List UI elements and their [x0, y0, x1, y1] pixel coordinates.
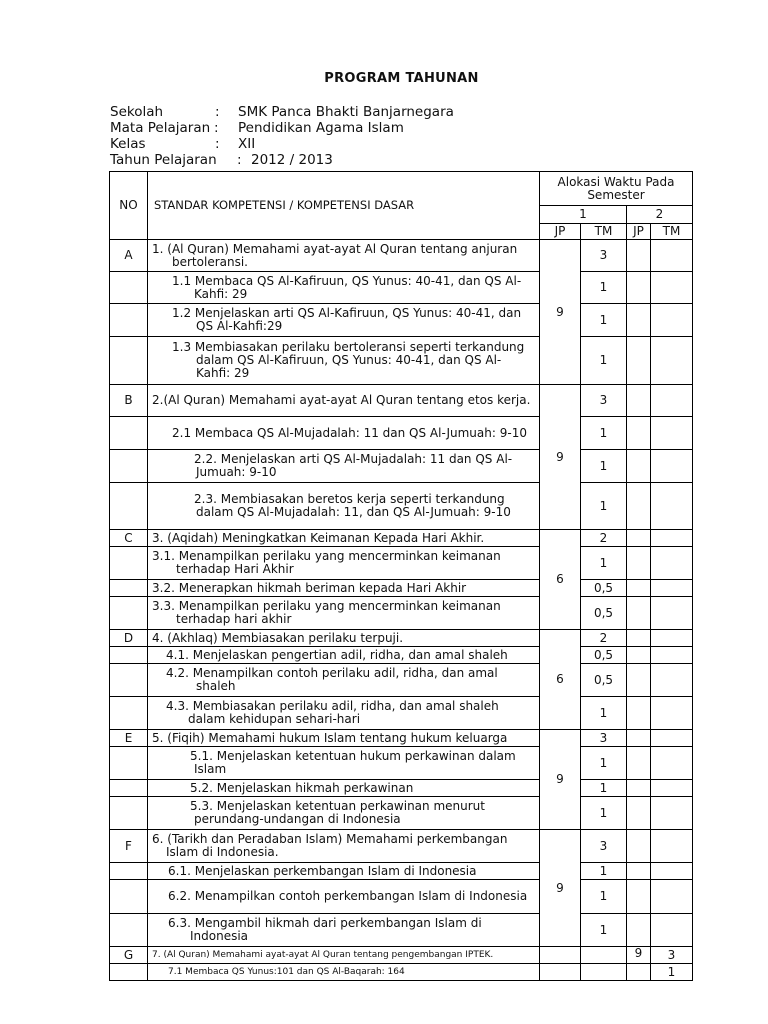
row-competency: 4.3. Membiasakan perilaku adil, ridha, dan amal shaleh dalam kehidupan sehari-hari — [148, 697, 540, 730]
row-competency: 5. (Fiqih) Memahami hukum Islam tentang hukum keluarga — [148, 730, 540, 747]
row-jp-semester-2 — [627, 747, 651, 780]
row-tm-semester-2 — [651, 597, 693, 630]
info-sep: : — [214, 120, 219, 136]
info-value-mapel: Pendidikan Agama Islam — [238, 120, 404, 136]
row-competency: 5.3. Menjelaskan ketentuan perkawinan menurut perundang-undangan di Indonesia — [148, 797, 540, 830]
row-no: F — [110, 830, 148, 863]
table-row — [110, 547, 693, 580]
row-no — [110, 304, 148, 337]
info-label-tahun: Tahun Pelajaran — [110, 152, 217, 168]
row-no — [110, 547, 148, 580]
header-semester-2: 2 — [627, 206, 693, 224]
row-tm-semester-2: 3 — [651, 947, 693, 964]
row-jp-semester-1: 9 — [540, 730, 581, 830]
row-tm-semester-1: 1 — [581, 914, 627, 947]
table-row — [110, 830, 693, 863]
row-competency: 1. (Al Quran) Memahami ayat-ayat Al Quran tentang anjuran bertoleransi. — [148, 240, 540, 272]
row-jp-semester-1: 9 — [540, 240, 581, 385]
row-competency: 7.1 Membaca QS Yunus:101 dan QS Al-Baqarah: 164 — [148, 964, 540, 981]
table-row — [110, 417, 693, 450]
table-row — [110, 947, 693, 964]
row-tm-semester-1: 1 — [581, 337, 627, 385]
row-no: G — [110, 947, 148, 964]
row-tm-semester-2: 1 — [651, 964, 693, 981]
row-competency: 2.3. Membiasakan beretos kerja seperti terkandung dalam QS Al-Mujadalah: 11, dan QS Al-Jumuah: 9-10 — [148, 483, 540, 530]
row-tm-semester-1 — [581, 964, 627, 981]
row-tm-semester-1: 3 — [581, 240, 627, 272]
row-tm-semester-2 — [651, 337, 693, 385]
row-no — [110, 483, 148, 530]
row-tm-semester-1: 1 — [581, 697, 627, 730]
row-tm-semester-1: 0,5 — [581, 597, 627, 630]
table-row — [110, 914, 693, 947]
table-row — [110, 385, 693, 417]
row-no — [110, 337, 148, 385]
row-tm-semester-1: 3 — [581, 730, 627, 747]
row-tm-semester-2 — [651, 483, 693, 530]
row-jp-semester-2 — [627, 337, 651, 385]
header-tm-1: TM — [581, 224, 627, 240]
header-jp-2: JP — [627, 224, 651, 240]
row-tm-semester-1: 2 — [581, 630, 627, 647]
table-row — [110, 880, 693, 914]
row-no: A — [110, 240, 148, 272]
row-jp-semester-1 — [540, 947, 581, 964]
row-jp-semester-2 — [627, 547, 651, 580]
page-title: PROGRAM TAHUNAN — [324, 71, 479, 86]
row-jp-semester-2 — [627, 597, 651, 630]
table-row — [110, 240, 693, 272]
row-tm-semester-1: 1 — [581, 863, 627, 880]
table-row — [110, 304, 693, 337]
row-tm-semester-2 — [651, 780, 693, 797]
row-competency: 3.1. Menampilkan perilaku yang mencerminkan keimanan terhadap Hari Akhir — [148, 547, 540, 580]
row-tm-semester-1: 1 — [581, 483, 627, 530]
info-value-sekolah: SMK Panca Bhakti Banjarnegara — [238, 104, 454, 120]
row-tm-semester-2 — [651, 630, 693, 647]
row-no — [110, 417, 148, 450]
row-no: E — [110, 730, 148, 747]
program-table — [109, 171, 693, 981]
row-jp-semester-2 — [627, 797, 651, 830]
info-sep: : — [237, 152, 242, 168]
row-jp-semester-1: 9 — [540, 385, 581, 530]
row-jp-semester-2 — [627, 647, 651, 664]
row-tm-semester-2 — [651, 272, 693, 304]
row-no — [110, 780, 148, 797]
row-tm-semester-1: 1 — [581, 747, 627, 780]
table-row — [110, 272, 693, 304]
info-label-mapel: Mata Pelajaran — [110, 120, 211, 136]
row-no — [110, 597, 148, 630]
row-no — [110, 272, 148, 304]
row-no: D — [110, 630, 148, 647]
row-no — [110, 863, 148, 880]
row-no — [110, 880, 148, 914]
row-tm-semester-1: 1 — [581, 780, 627, 797]
info-value-kelas: XII — [238, 136, 256, 152]
row-no: C — [110, 530, 148, 547]
info-sep: : — [215, 104, 220, 120]
row-competency: 7. (Al Quran) Memahami ayat-ayat Al Quran tentang pengembangan IPTEK. — [148, 947, 540, 964]
row-jp-semester-2 — [627, 450, 651, 483]
row-no — [110, 797, 148, 830]
table-row — [110, 597, 693, 630]
row-tm-semester-2 — [651, 730, 693, 747]
row-tm-semester-1: 1 — [581, 880, 627, 914]
table-row — [110, 580, 693, 597]
row-jp-semester-2 — [627, 385, 651, 417]
row-tm-semester-2 — [651, 664, 693, 697]
header-tm-2: TM — [651, 224, 693, 240]
row-jp-semester-2 — [627, 530, 651, 547]
info-sep: : — [215, 136, 220, 152]
row-jp-semester-2 — [627, 880, 651, 914]
row-competency: 1.3 Membiasakan perilaku bertoleransi seperti terkandung dalam QS Al-Kafiruun, QS Yunus: 40-41, dan QS Al-Kahfi: 29 — [148, 337, 540, 385]
row-no — [110, 914, 148, 947]
row-jp-semester-2 — [627, 914, 651, 947]
row-tm-semester-1: 2 — [581, 530, 627, 547]
table-row — [110, 630, 693, 647]
table-row — [110, 530, 693, 547]
row-no: B — [110, 385, 148, 417]
header-alokasi: Alokasi Waktu Pada Semester — [540, 172, 693, 206]
row-competency: 1.2 Menjelaskan arti QS Al-Kafiruun, QS Yunus: 40-41, dan QS Al-Kahfi:29 — [148, 304, 540, 337]
row-no — [110, 964, 148, 981]
table-row — [110, 697, 693, 730]
table-row — [110, 863, 693, 880]
row-competency: 1.1 Membaca QS Al-Kafiruun, QS Yunus: 40-41, dan QS Al-Kahfi: 29 — [148, 272, 540, 304]
row-tm-semester-1: 0,5 — [581, 664, 627, 697]
row-jp-semester-2 — [627, 580, 651, 597]
row-tm-semester-1: 1 — [581, 417, 627, 450]
row-tm-semester-2 — [651, 914, 693, 947]
row-jp-semester-2 — [627, 304, 651, 337]
row-competency: 6.3. Mengambil hikmah dari perkembangan Islam di Indonesia — [148, 914, 540, 947]
row-competency: 4. (Akhlaq) Membiasakan perilaku terpuji. — [148, 630, 540, 647]
row-tm-semester-1: 0,5 — [581, 647, 627, 664]
row-tm-semester-1: 1 — [581, 272, 627, 304]
row-competency: 4.1. Menjelaskan pengertian adil, ridha, dan amal shaleh — [148, 647, 540, 664]
row-jp-semester-1: 6 — [540, 630, 581, 730]
row-competency: 3.3. Menampilkan perilaku yang mencerminkan keimanan terhadap hari akhir — [148, 597, 540, 630]
row-no — [110, 647, 148, 664]
row-jp-semester-2 — [627, 664, 651, 697]
row-jp-semester-2 — [627, 863, 651, 880]
table-row — [110, 797, 693, 830]
row-jp-semester-2 — [627, 697, 651, 730]
header-jp-1: JP — [540, 224, 581, 240]
info-label-kelas: Kelas — [110, 136, 146, 152]
table-row — [110, 780, 693, 797]
row-competency: 4.2. Menampilkan contoh perilaku adil, ridha, dan amal shaleh — [148, 664, 540, 697]
row-tm-semester-1: 1 — [581, 450, 627, 483]
row-tm-semester-2 — [651, 530, 693, 547]
row-competency: 6. (Tarikh dan Peradaban Islam) Memahami perkembangan Islam di Indonesia. — [148, 830, 540, 863]
info-value-tahun: 2012 / 2013 — [251, 152, 333, 168]
row-competency: 3.2. Menerapkan hikmah beriman kepada Hari Akhir — [148, 580, 540, 597]
table-row — [110, 450, 693, 483]
row-tm-semester-2 — [651, 385, 693, 417]
header-semester-1: 1 — [540, 206, 627, 224]
row-competency: 2.(Al Quran) Memahami ayat-ayat Al Quran tentang etos kerja. — [148, 385, 540, 417]
row-competency: 2.1 Membaca QS Al-Mujadalah: 11 dan QS Al-Jumuah: 9-10 — [148, 417, 540, 450]
table-row — [110, 483, 693, 530]
row-tm-semester-2 — [651, 747, 693, 780]
row-tm-semester-1: 3 — [581, 830, 627, 863]
row-tm-semester-2 — [651, 863, 693, 880]
row-jp-semester-2 — [627, 830, 651, 863]
row-no — [110, 664, 148, 697]
row-jp-semester-2 — [627, 964, 651, 981]
row-jp-semester-1 — [540, 964, 581, 981]
row-no — [110, 450, 148, 483]
table-row — [110, 647, 693, 664]
info-label-sekolah: Sekolah — [110, 104, 164, 120]
row-no — [110, 697, 148, 730]
row-jp-semester-2 — [627, 780, 651, 797]
row-no — [110, 747, 148, 780]
row-competency: 5.2. Menjelaskan hikmah perkawinan — [148, 780, 540, 797]
row-competency: 5.1. Menjelaskan ketentuan hukum perkawinan dalam Islam — [148, 747, 540, 780]
table-row — [110, 337, 693, 385]
row-jp-semester-2: 9 — [627, 947, 651, 964]
row-tm-semester-1: 1 — [581, 797, 627, 830]
row-tm-semester-2 — [651, 547, 693, 580]
row-tm-semester-2 — [651, 240, 693, 272]
row-tm-semester-2 — [651, 580, 693, 597]
row-tm-semester-1 — [581, 947, 627, 964]
row-tm-semester-1: 0,5 — [581, 580, 627, 597]
row-competency: 3. (Aqidah) Meningkatkan Keimanan Kepada Hari Akhir. — [148, 530, 540, 547]
row-no — [110, 580, 148, 597]
table-row — [110, 747, 693, 780]
row-competency: 2.2. Menjelaskan arti QS Al-Mujadalah: 11 dan QS Al-Jumuah: 9-10 — [148, 450, 540, 483]
row-tm-semester-2 — [651, 830, 693, 863]
table-row — [110, 964, 693, 981]
row-jp-semester-2 — [627, 417, 651, 450]
row-jp-semester-1: 6 — [540, 530, 581, 630]
table-row — [110, 730, 693, 747]
row-tm-semester-1: 1 — [581, 304, 627, 337]
row-tm-semester-1: 1 — [581, 547, 627, 580]
row-tm-semester-2 — [651, 697, 693, 730]
row-jp-semester-2 — [627, 272, 651, 304]
row-tm-semester-1: 3 — [581, 385, 627, 417]
row-competency: 6.1. Menjelaskan perkembangan Islam di Indonesia — [148, 863, 540, 880]
row-tm-semester-2 — [651, 647, 693, 664]
row-tm-semester-2 — [651, 417, 693, 450]
row-competency: 6.2. Menampilkan contoh perkembangan Islam di Indonesia — [148, 880, 540, 914]
header-sk: STANDAR KOMPETENSI / KOMPETENSI DASAR — [148, 172, 540, 240]
row-tm-semester-2 — [651, 304, 693, 337]
table-row — [110, 664, 693, 697]
row-jp-semester-2 — [627, 730, 651, 747]
row-jp-semester-2 — [627, 483, 651, 530]
row-tm-semester-2 — [651, 450, 693, 483]
row-tm-semester-2 — [651, 880, 693, 914]
header-no: NO — [110, 172, 148, 240]
row-tm-semester-2 — [651, 797, 693, 830]
row-jp-semester-1: 9 — [540, 830, 581, 947]
row-jp-semester-2 — [627, 240, 651, 272]
row-jp-semester-2 — [627, 630, 651, 647]
